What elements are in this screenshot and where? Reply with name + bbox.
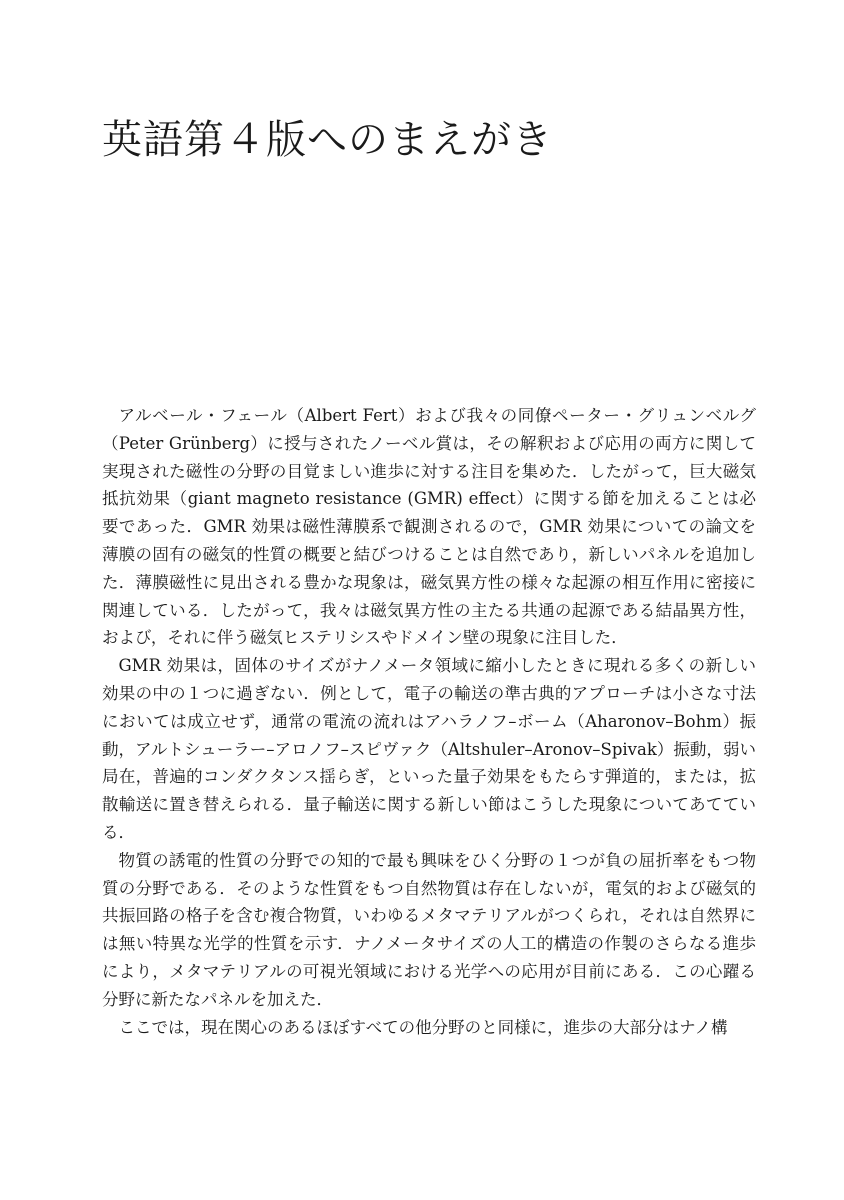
preface-body [102,402,756,1041]
paragraph: ここでは，現在関心のあるほぼすべての他分野のと同様に，進歩の大部分はナノ構 [118,1017,728,1037]
paragraph: アルベール・フェール（Albert Fert）および我々の同僚ペーター・グリュンベルグ（Peter Grünberg）に授与されたノーベル賞は，その解釈および応用の両方に関して実現された磁性の分野の目覚ましい進歩に対する注目を集めた．したがって，巨大磁気抵抗効果（giant magneto resistance (GMR) effect）に関する節を加えることは必要であった．GMR 効果は磁性薄膜系で観測されるので，GMR 効果についての論文を薄膜の固有の磁気的性質の概要と結びつけることは自然であり，新しいパネルを追加した．薄膜磁性に見出される豊かな現象は，磁気異方性の様々な起源の相互作用に密接に関連している．したがって，我々は磁気異方性の主たる共通の起源である結晶異方性，および，それに伴う磁気ヒステリシスやドメイン壁の現象に注目した． [102,406,756,648]
paragraph: 物質の誘電的性質の分野での知的で最も興味をひく分野の１つが負の屈折率をもつ物質の分野である．そのような性質をもつ自然物質は存在しないが，電気的および磁気的共振回路の格子を含む複合物質，いわゆるメタマテリアルがつくられ，それは自然界には無い特異な光学的性質を示す．ナノメータサイズの人工的構造の作製のさらなる進歩により，メタマテリアルの可視光領域における光学への応用が目前にある．この心躍る分野に新たなパネルを加えた． [102,850,756,1009]
page-title: 英語第４版へのまえがき [102,117,553,163]
paragraph: GMR 効果は，固体のサイズがナノメータ領域に縮小したときに現れる多くの新しい効果の中の１つに過ぎない．例として，電子の輸送の準古典的アプローチは小さな寸法においては成立せず，通常の電流の流れはアハラノフ–ボーム（Aharonov–Bohm）振動，アルトシューラー–アロノフ–スピヴァク（Altshuler–Aronov–Spivak）振動，弱い局在，普遍的コンダクタンス揺らぎ，といった量子効果をもたらす弾道的，または，拡散輸送に置き替えられる．量子輸送に関する新しい節はこうした現象についてあてている． [102,656,756,842]
